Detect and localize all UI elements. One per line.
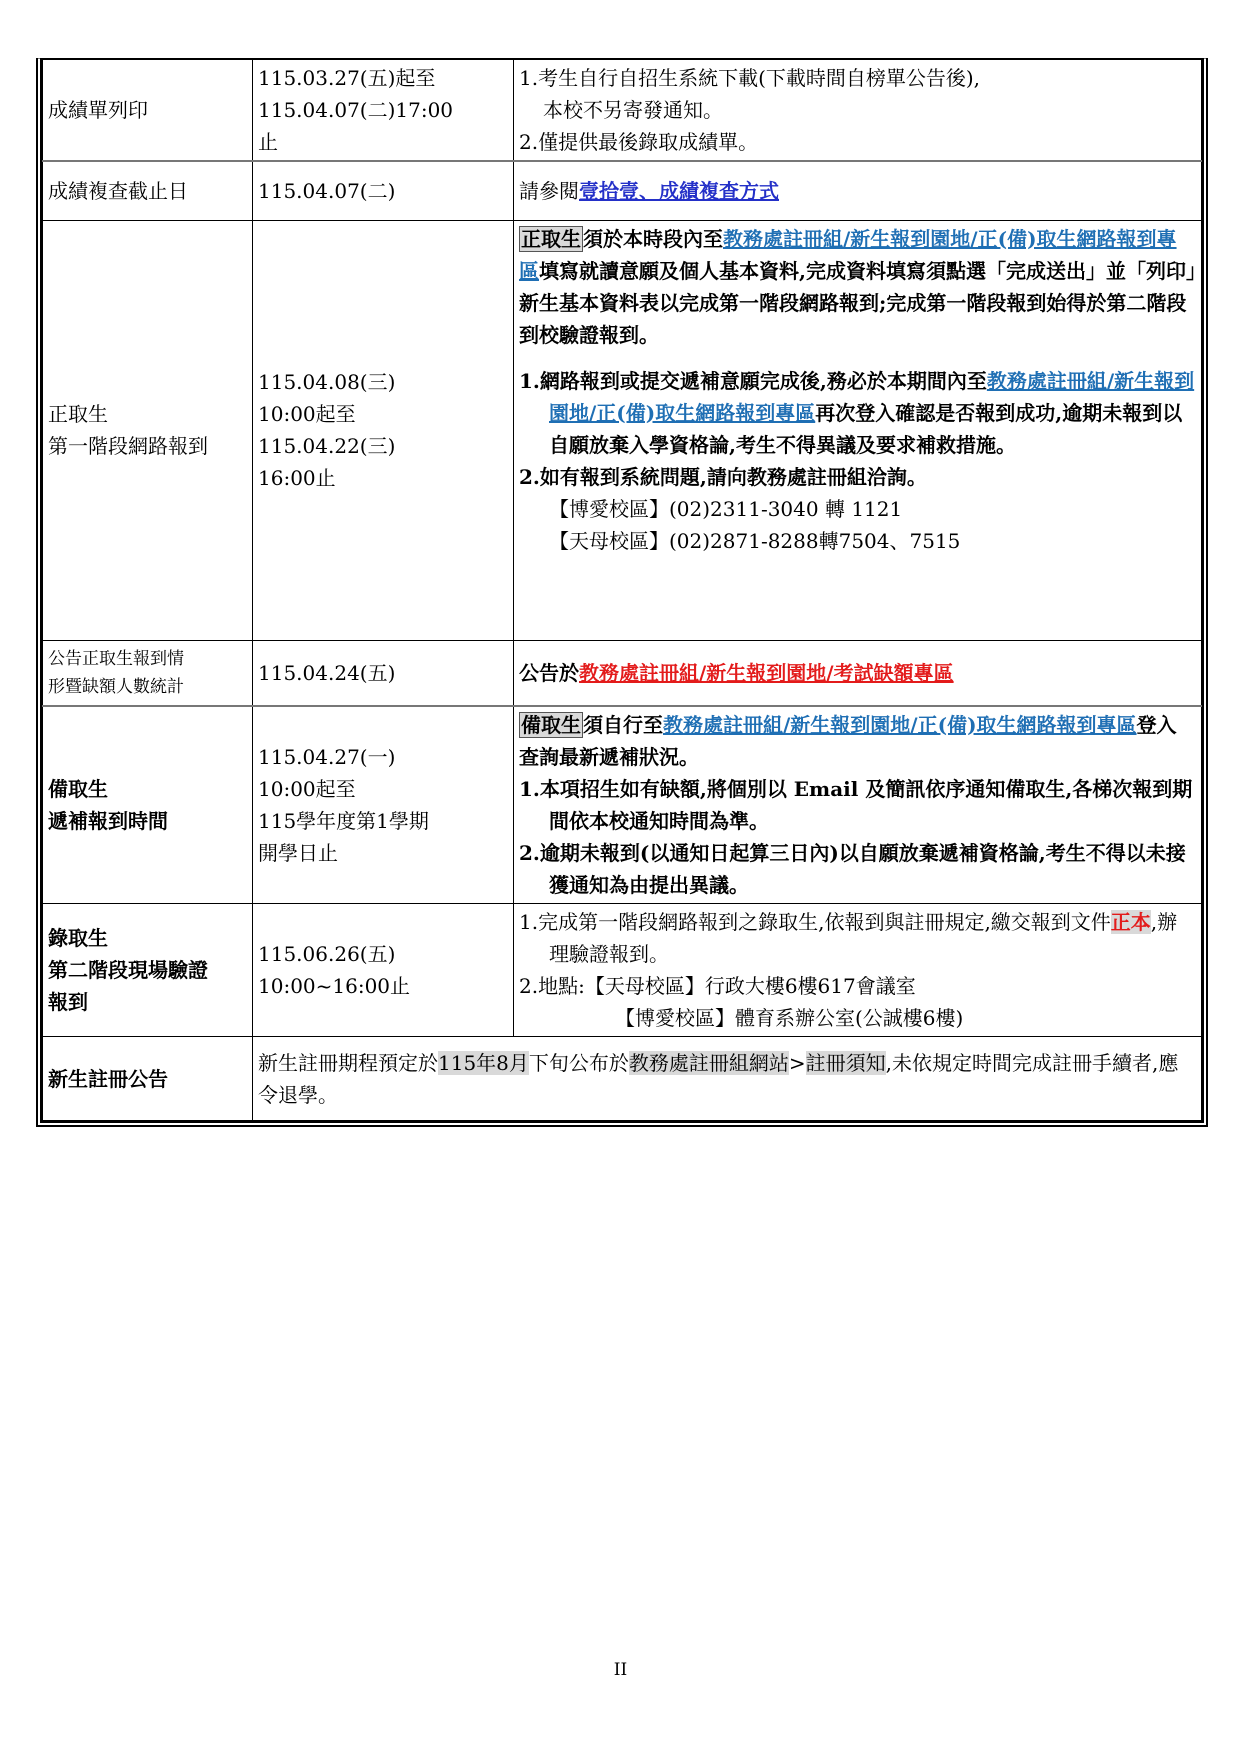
schedule-table [42,59,1202,1121]
item-date: 115.04.27(一) 10:00起至 115學年度第1學期 開學日止 [253,706,514,904]
item-label: 備取生 遞補報到時間 [43,706,253,904]
table-row [43,1037,1202,1121]
table-row [43,706,1202,904]
table-row [43,161,1202,220]
item-date: 115.03.27(五)起至 115.04.07(二)17:00 止 [253,60,514,162]
item-date: 115.04.07(二) [253,161,514,220]
table-row [43,640,1202,706]
review-method-link[interactable]: 壹拾壹、成績複查方式 [579,178,779,203]
registration-site-highlight: 教務處註冊組網站 [628,1050,789,1075]
waitlist-tag: 備取生 [521,713,581,737]
online-registration-link-2[interactable]: 教務處註冊組/新生報到園地/正(備)取生網路報到專區 [549,368,1195,425]
page-number: II [613,1660,628,1680]
table-row [43,60,1202,162]
vacancy-area-link[interactable]: 教務處註冊組/新生報到園地/考試缺額專區 [579,660,954,685]
item-description: 請參閱壹拾壹、成績複查方式 [514,161,1202,220]
schedule-table-frame [36,58,1208,1127]
item-description: 新生註冊期程預定於115年8月下旬公布於教務處註冊組網站>註冊須知,未依規定時間完成註冊手續者,應令退學。 [253,1037,1202,1121]
item-description: 公告於教務處註冊組/新生報到園地/考試缺額專區 [514,640,1202,706]
item-description: 備取生 須自行至教務處註冊組/新生報到園地/正(備)取生網路報到專區登入查詢最新遞補狀況。 1.本項招生如有缺額,將個別以 Email 及簡訊依序通知備取生,各梯次報到期間依本校通知時間為準。 2.逾期未報到(以通知日起算三日內)以自願放棄遞補資格論,考生不得以未接獲通知為由提出異議。 [514,706,1202,904]
item-label: 正取生 第一階段網路報到 [43,220,253,640]
item-date: 115.06.26(五) 10:00~16:00止 [253,904,514,1037]
item-date: 115.04.24(五) [253,640,514,706]
admitted-tag: 正取生 [521,226,581,251]
item-description: 1.完成第一階段網路報到之錄取生,依報到與註冊規定,繳交報到文件正本,辦理驗證報到。 2.地點:【天母校區】行政大樓6樓617會議室 【博愛校區】體育系辦公室(公誠樓6樓) [514,904,1202,1037]
online-registration-link[interactable]: 教務處註冊組/新生報到園地/正(備)取生網路報到專區 [519,226,1177,283]
table-row [43,904,1202,1037]
phone-boai: 【博愛校區】(02)2311-3040 轉 1121 [549,496,903,521]
item-description: 1.考生自行自招生系統下載(下載時間自榜單公告後), 本校不另寄發通知。 2.僅提供最後錄取成績單。 [514,60,1202,162]
original-docs-highlight: 正本 [1110,910,1151,934]
item-description: 正取生 須於本時段內至教務處註冊組/新生報到園地/正(備)取生網路報到專區填寫就讀意願及個人基本資料,完成資料填寫須點選「完成送出」並「列印」新生基本資料表以完成第一階段網路報到;完成第一階段報到始得於第二階段到校驗證報到。 1.網路報到或提交遞補意願完成後,務必於本期間內至教務處註冊組/新生報到園地/正(備)取生網路報到專區再次登入確認是否報到成功,逾期未報到以自願放棄入學資格論,考生不得異議及要求補救措施。 2.如有報到系統問題,請向教務處註冊組洽詢。 【博愛校區】(02)2311-3040 轉 1121 【天母校區】(02)2871-8288轉7504、7515 [514,220,1202,640]
item-label: 錄取生 第二階段現場驗證 報到 [43,904,253,1037]
phone-tianmu: 【天母校區】(02)2871-8288轉7504、7515 [549,528,961,553]
item-label: 成績複查截止日 [43,161,253,220]
online-registration-link-3[interactable]: 教務處註冊組/新生報到園地/正(備)取生網路報到專區 [663,713,1137,737]
item-date: 115.04.08(三) 10:00起至 115.04.22(三) 16:00止 [253,220,514,640]
item-label: 新生註冊公告 [43,1037,253,1121]
table-row [43,220,1202,640]
item-label: 公告正取生報到情 形暨缺額人數統計 [43,640,253,706]
item-label: 成績單列印 [43,60,253,162]
